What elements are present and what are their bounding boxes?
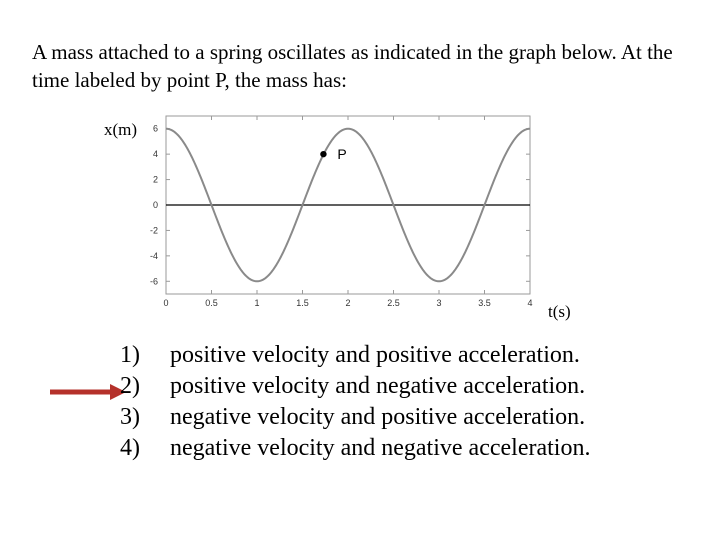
question-text: A mass attached to a spring oscillates as indicated in the graph below. At the time labeled by point P, the mass has: <box>32 40 673 92</box>
y-axis-label: x(m) <box>104 120 138 139</box>
x-tick-label: 1.5 <box>296 298 309 308</box>
x-tick-label: 0.5 <box>205 298 218 308</box>
y-tick-label: 6 <box>152 123 158 134</box>
y-tick-label: -6 <box>149 276 158 287</box>
y-tick-label: -4 <box>149 250 158 261</box>
y-tick-label: 2 <box>152 174 158 185</box>
x-tick-label: 4 <box>527 298 533 308</box>
y-tick-label: 4 <box>152 149 158 160</box>
x-tick-label: 2 <box>345 298 351 308</box>
choice-1[interactable] <box>120 340 590 371</box>
choice-number: 3) <box>120 404 140 430</box>
choice-text: positive velocity and negative acceleration. <box>170 373 586 399</box>
x-tick-label: 3.5 <box>478 298 491 308</box>
choice-number: 4) <box>120 435 140 461</box>
choice-text: positive velocity and positive acceleration. <box>170 342 580 368</box>
x-tick-label: 3 <box>436 298 442 308</box>
y-tick-label: 0 <box>152 200 158 210</box>
x-tick-label: 2.5 <box>387 298 400 308</box>
y-tick-label: -2 <box>149 225 158 236</box>
choice-2[interactable] <box>120 371 590 402</box>
point-label: P <box>337 146 347 163</box>
choice-number: 1) <box>120 342 140 368</box>
answer-arrow-icon <box>48 381 128 403</box>
choice-text: negative velocity and positive acceleration. <box>170 404 586 430</box>
oscillation-chart <box>140 112 540 312</box>
point-marker <box>320 151 326 157</box>
x-tick-label: 0 <box>163 298 169 308</box>
choice-3[interactable] <box>120 402 590 433</box>
choice-4[interactable] <box>120 433 590 464</box>
answer-choices <box>120 340 590 464</box>
choice-number: 2) <box>120 373 140 399</box>
choice-text: negative velocity and negative acceleration. <box>170 435 591 461</box>
x-tick-label: 1 <box>254 298 260 308</box>
x-axis-label: t(s) <box>548 302 571 321</box>
